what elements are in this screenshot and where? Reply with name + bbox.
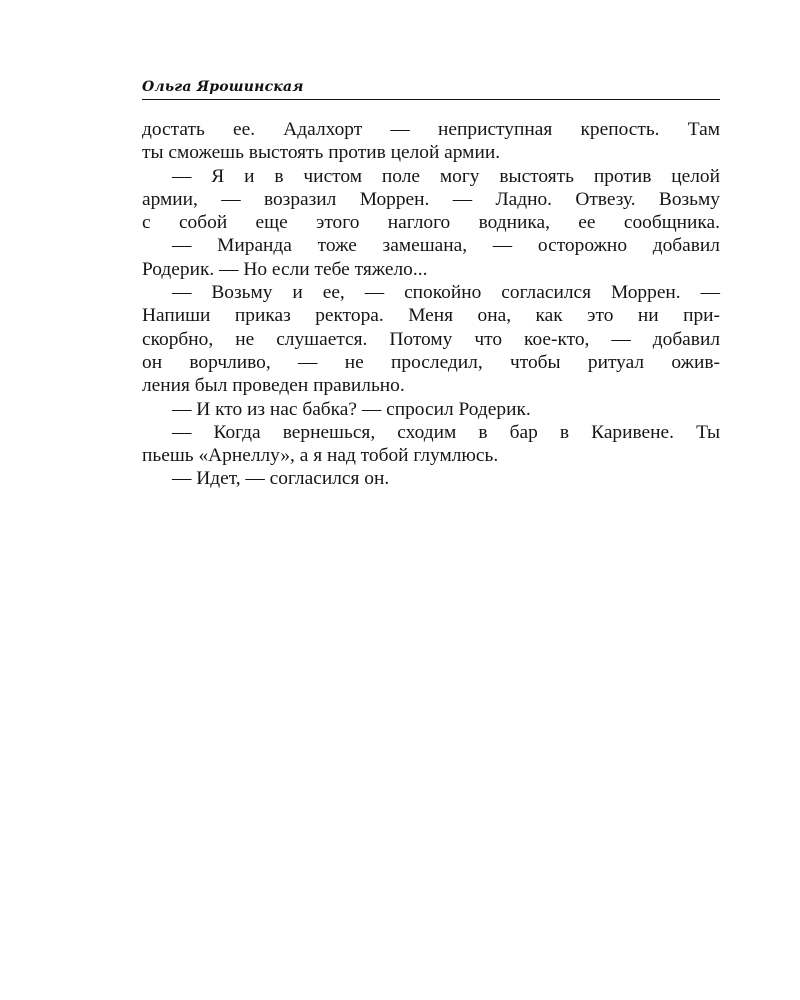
text-line: Напиши приказ ректора. Меня она, как это ни при- <box>142 305 720 327</box>
text-line: он ворчливо, — не проследил, чтобы ритуал ожив- <box>142 351 720 373</box>
body-text <box>142 118 720 491</box>
text-line: — И кто из нас бабка? — спросил Родерик. <box>172 398 531 420</box>
text-line: — Я и в чистом поле могу выстоять против целой <box>172 165 720 187</box>
text-line: с собой еще этого наглого водника, ее сообщника. <box>142 212 720 234</box>
text-line: достать ее. Адалхорт — неприступная крепость. Там <box>142 119 720 140</box>
text-line: ления был проведен правильно. <box>142 375 405 397</box>
text-line: — Миранда тоже замешана, — осторожно добавил <box>172 235 720 257</box>
running-head <box>142 79 720 100</box>
text-line: — Когда вернешься, сходим в бар в Каривене. Ты <box>172 421 720 443</box>
text-line: пьешь «Арнеллу», а я над тобой глумлюсь. <box>142 445 499 467</box>
text-line: Родерик. — Но если тебе тяжело... <box>142 258 428 280</box>
text-line: — Идет, — согласился он. <box>172 468 390 490</box>
text-line: скорбно, не слушается. Потому что кое-кто, — добавил <box>142 328 720 350</box>
running-head-author: Ольга Ярошинская <box>142 79 304 95</box>
text-line: — Возьму и ее, — спокойно согласился Моррен. — <box>172 282 720 304</box>
text-line: ты сможешь выстоять против целой армии. <box>142 142 501 164</box>
text-line: армии, — возразил Моррен. — Ладно. Отвезу. Возьму <box>142 188 720 210</box>
